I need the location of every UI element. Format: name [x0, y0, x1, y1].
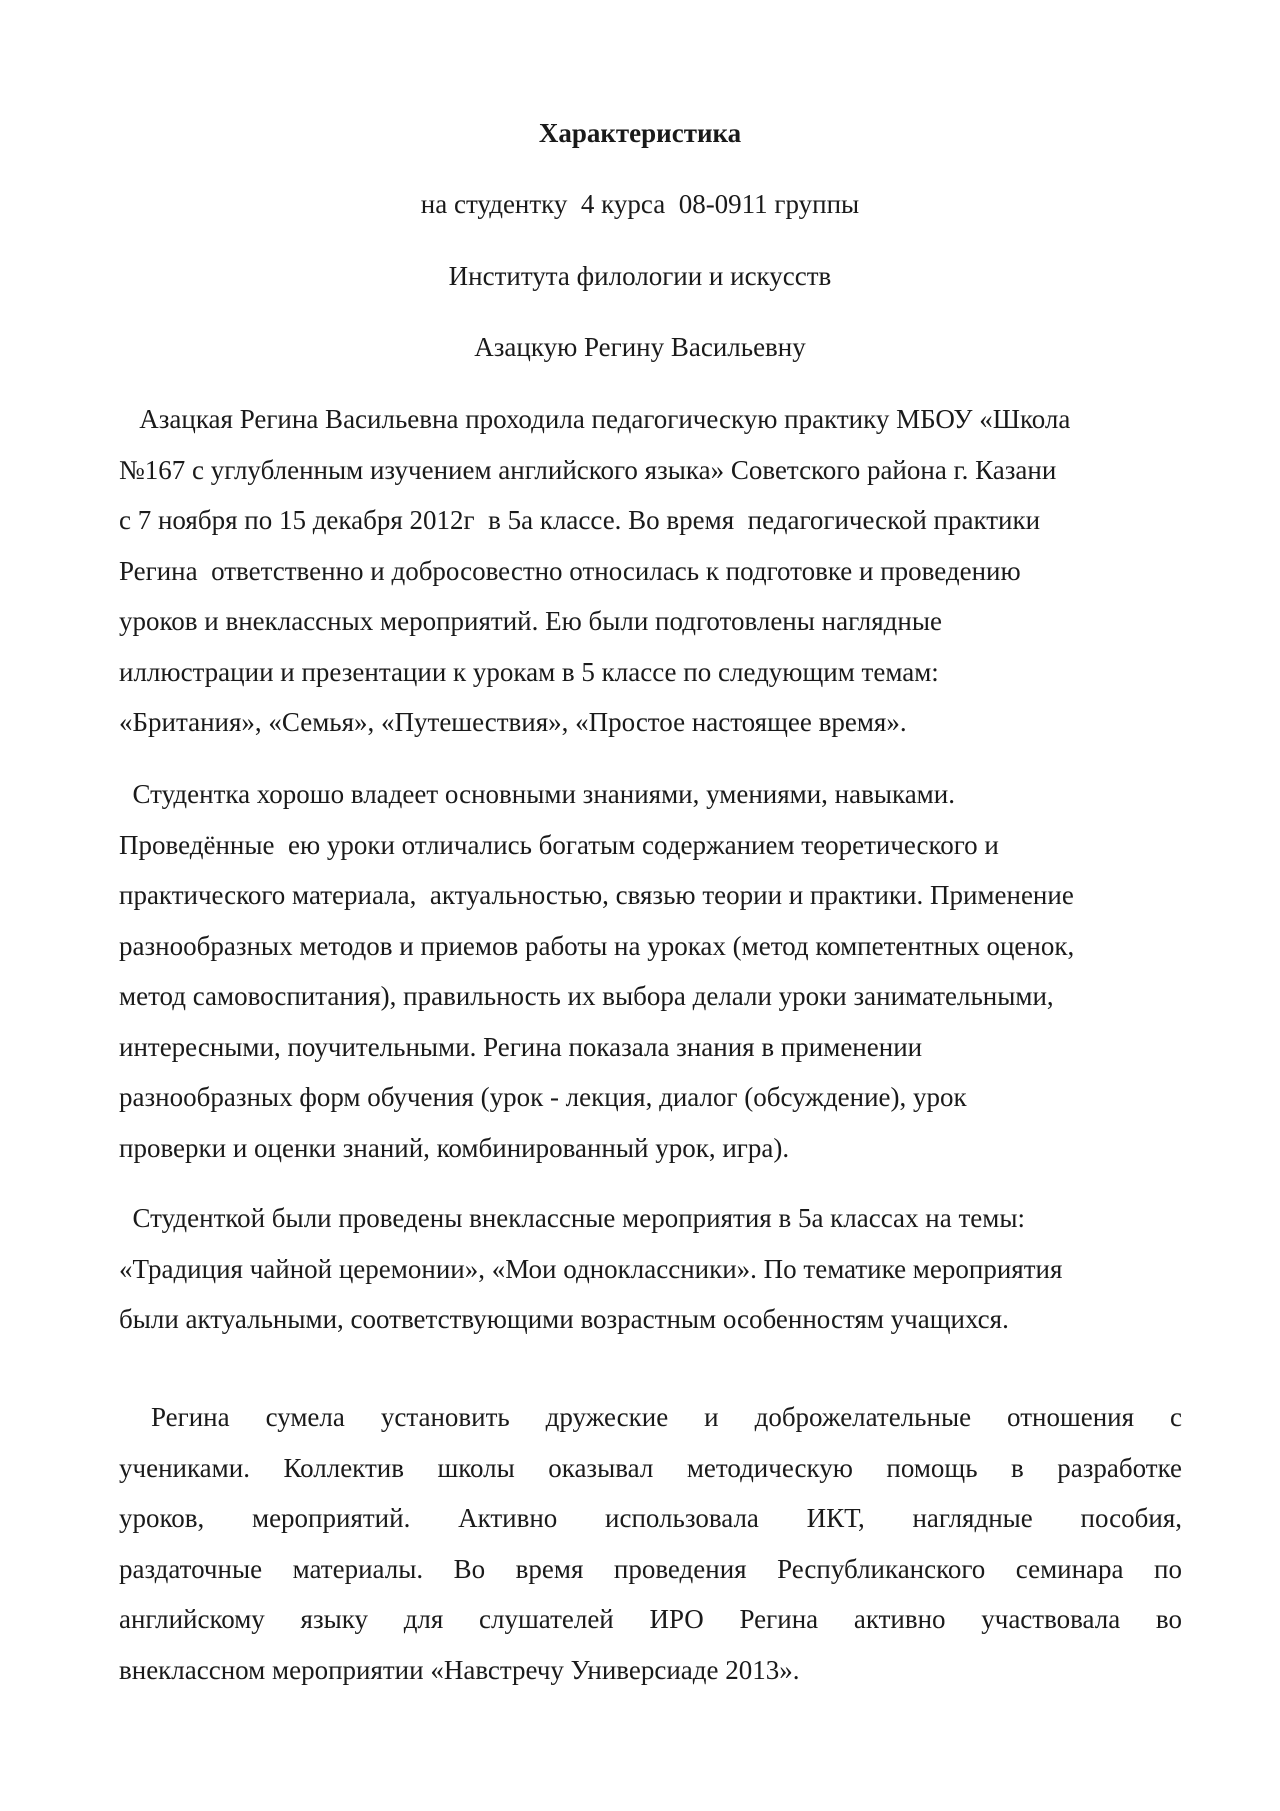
paragraph-line: внеклассном мероприятии «Навстречу Универсиаде 2013». — [119, 1654, 800, 1685]
document-title: Характеристика — [538, 118, 742, 148]
paragraph-line: иллюстрации и презентации к урокам в 5 классе по следующим темам: — [119, 656, 939, 687]
paragraph-line: Регина ответственно и добросовестно относилась к подготовке и проведению — [119, 555, 1021, 586]
paragraph-line: с 7 ноября по 15 декабря 2012г в 5а классе. Во время педагогической практики — [119, 505, 1041, 535]
paragraph-line: Студенткой были проведены внеклассные мероприятия в 5а классах на темы: — [119, 1203, 1025, 1233]
subtitle-line: на студентку 4 курса 08-0911 группы — [420, 189, 860, 219]
paragraph-line: английскому языку для слушателей ИРО Регина активно участвовала во — [119, 1604, 1182, 1634]
paragraph-line: №167 с углубленным изучением английского языка» Советского района г. Казани — [119, 454, 1057, 485]
paragraph-line: разнообразных методов и приемов работы на уроках (метод компетентных оценок, — [119, 930, 1075, 961]
paragraph-line: были актуальными, соответствующими возрастным особенностям учащихся. — [119, 1304, 1009, 1334]
paragraph-extracurricular — [119, 1193, 1182, 1345]
paragraph-line: проверки и оценки знаний, комбинированный урок, игра). — [119, 1132, 790, 1163]
paragraph-line: «Традиция чайной церемонии», «Мои одноклассники». По тематике мероприятия — [119, 1253, 1063, 1284]
paragraph-line: уроков и внеклассных мероприятий. Ею были подготовлены наглядные — [119, 606, 942, 636]
paragraph-line: учениками. Коллектив школы оказывал методическую помощь в разработке — [119, 1452, 1182, 1483]
paragraph-line: разнообразных форм обучения (урок - лекция, диалог (обсуждение), урок — [119, 1082, 967, 1112]
paragraph-line: практического материала, актуальностью, связью теории и практики. Применение — [119, 880, 1074, 910]
paragraph-line: интересными, поучительными. Регина показала знания в применении — [119, 1031, 923, 1062]
paragraph-line: раздаточные материалы. Во время проведения Республиканского семинара по — [119, 1553, 1182, 1584]
paragraph-line: метод самовоспитания), правильность их выбора делали уроки занимательными, — [119, 981, 1054, 1011]
paragraph-line: Регина сумела установить дружеские и доброжелательные отношения с — [151, 1402, 1182, 1432]
paragraph-line: Студентка хорошо владеет основными знаниями, умениями, навыками. — [119, 779, 955, 809]
paragraph-relations — [119, 1392, 1182, 1695]
paragraph-line: Азацкая Регина Васильевна проходила педагогическую практику МБОУ «Школа — [119, 404, 1071, 434]
paragraph-line: уроков, мероприятий. Активно использовала ИКТ, наглядные пособия, — [119, 1503, 1182, 1533]
paragraph-skills — [119, 769, 1182, 1173]
paragraph-practice-summary — [119, 394, 1182, 748]
paragraph-line: «Британия», «Семья», «Путешествия», «Простое настоящее время». — [119, 707, 907, 737]
subtitle-line: Азацкую Регину Васильевну — [474, 332, 806, 362]
paragraph-line: Проведённые ею уроки отличались богатым содержанием теоретического и — [119, 829, 999, 860]
subtitle-line: Института филологии и искусств — [448, 261, 832, 291]
